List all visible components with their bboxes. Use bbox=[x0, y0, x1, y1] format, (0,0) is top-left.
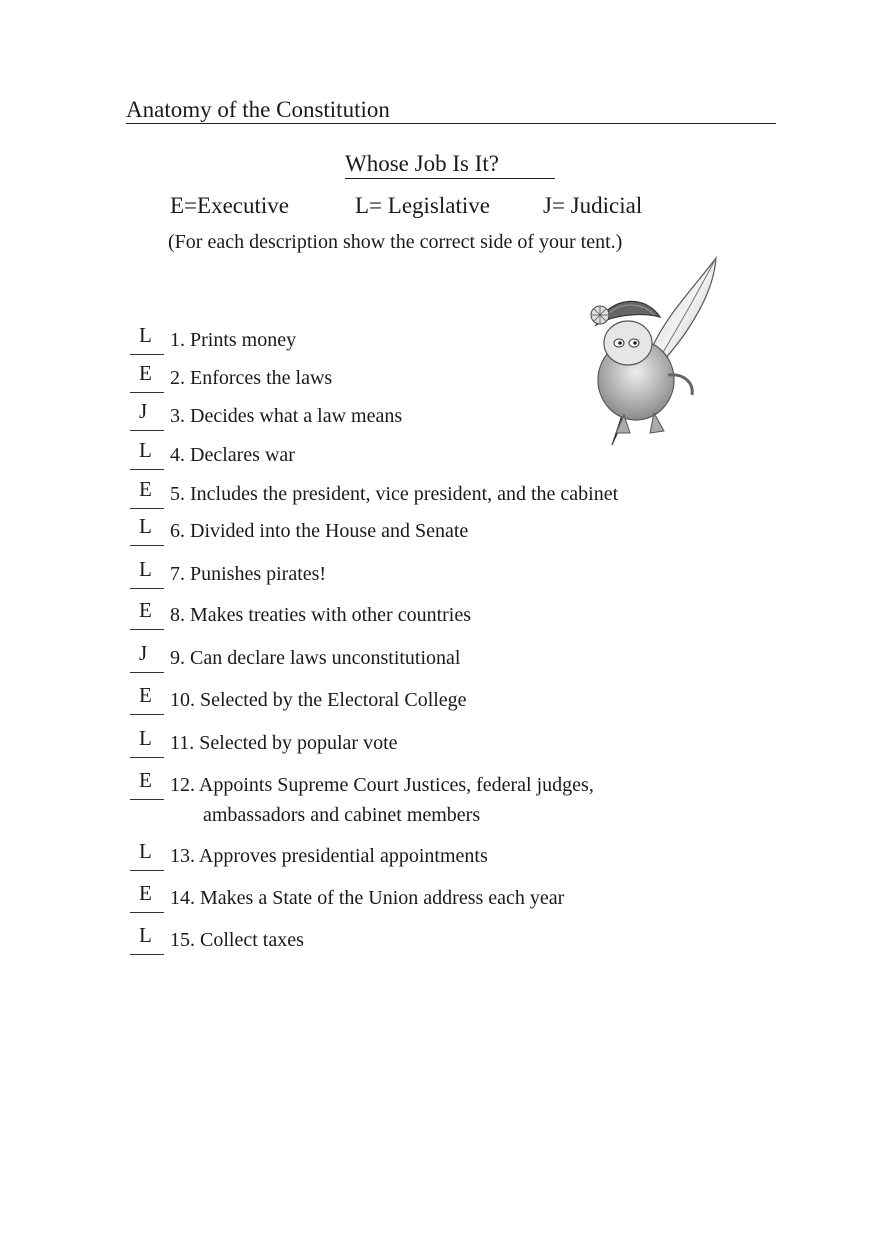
item-text: 6. Divided into the House and Senate bbox=[170, 520, 469, 542]
answer-letter: L bbox=[139, 923, 152, 947]
item-text: 9. Can declare laws unconstitutional bbox=[170, 647, 461, 669]
item-text: 4. Declares war bbox=[170, 444, 295, 466]
answer-letter: L bbox=[139, 323, 152, 347]
answer-letter: J bbox=[139, 641, 148, 665]
item-text: 11. Selected by popular vote bbox=[170, 732, 398, 754]
item-text: 2. Enforces the laws bbox=[170, 367, 333, 389]
item-text: 15. Collect taxes bbox=[170, 929, 304, 951]
item-text: 3. Decides what a law means bbox=[170, 405, 403, 427]
item-text: 8. Makes treaties with other countries bbox=[170, 604, 472, 626]
legend-legislative: L= Legislative bbox=[355, 193, 490, 218]
legend-executive: E=Executive bbox=[170, 193, 289, 218]
answer-letter: E bbox=[139, 477, 152, 501]
answer-letter: L bbox=[139, 557, 152, 581]
item-text: 5. Includes the president, vice president, and the cabinet bbox=[170, 483, 619, 505]
item-text: 13. Approves presidential appointments bbox=[170, 845, 488, 867]
item-text: 10. Selected by the Electoral College bbox=[170, 689, 467, 711]
answer-letter: E bbox=[139, 768, 152, 792]
answer-letter: L bbox=[139, 726, 152, 750]
item-text: 7. Punishes pirates! bbox=[170, 563, 327, 585]
item-text: 12. Appoints Supreme Court Justices, federal judges, bbox=[170, 774, 594, 796]
answer-letter: L bbox=[139, 514, 152, 538]
answer-letter: E bbox=[139, 598, 152, 622]
answer-letter: E bbox=[139, 881, 152, 905]
page-title: Anatomy of the Constitution bbox=[126, 97, 776, 124]
item-text: 1. Prints money bbox=[170, 329, 297, 351]
item-text-continuation: ambassadors and cabinet members bbox=[203, 804, 481, 826]
quill-mascot-icon bbox=[556, 255, 726, 455]
answer-letter: J bbox=[139, 399, 148, 423]
answer-letter: E bbox=[139, 361, 152, 385]
answer-letter: L bbox=[139, 438, 152, 462]
item-text: 14. Makes a State of the Union address each year bbox=[170, 887, 565, 909]
worksheet-subtitle: Whose Job Is It? bbox=[345, 150, 555, 179]
answer-letter: E bbox=[139, 683, 152, 707]
instructions: (For each description show the correct side of your tent.) bbox=[168, 231, 623, 253]
answer-letter: L bbox=[139, 839, 152, 863]
legend-judicial: J= Judicial bbox=[543, 193, 643, 218]
